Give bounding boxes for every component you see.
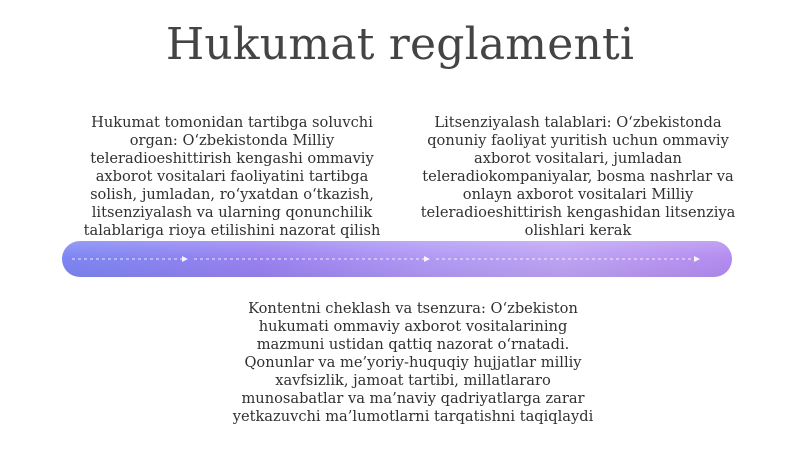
- timeline-item-regulator: Hukumat tomonidan tartibga soluvchi organ: O‘zbekistonda Milliy teleradioeshittirish kengashi ommaviy axborot vositalari faoliyatini tartibga solish, jumladan, ro‘yxatdan o‘tkazish, litsenziyalash va ularning qonunchilik talablariga rioya etilishini nazorat qilish: [83, 114, 381, 239]
- timeline-arrows: [62, 241, 732, 277]
- timeline-bar: [62, 241, 732, 277]
- arrow-head-icon: [694, 256, 700, 262]
- arrow-head-icon: [182, 256, 188, 262]
- arrow-head-icon: [424, 256, 430, 262]
- slide-title: Hukumat reglamenti: [165, 19, 635, 70]
- timeline-item-licensing: Litsenziyalash talablari: O‘zbekistonda qonuniy faoliyat yuritish uchun ommaviy axborot vositalari, jumladan teleradiokompaniyalar, bosma nashrlar va onlayn axborot vositalari Milliy teleradioeshittirish kengashidan litsenziya olishlari kerak: [420, 114, 736, 239]
- timeline-item-censorship: Kontentni cheklash va tsenzura: O‘zbekiston hukumati ommaviy axborot vositalarining mazmuni ustidan qattiq nazorat o‘rnatadi. Qonunlar va me’yoriy-huquqiy hujjatlar milliy xavfsizlik, jamoat tartibi, millatlararo munosabatlar va ma’naviy qadriyatlarga zarar yetkazuvchi ma’lumotlarni tarqatishni taqiqlaydi: [232, 300, 594, 425]
